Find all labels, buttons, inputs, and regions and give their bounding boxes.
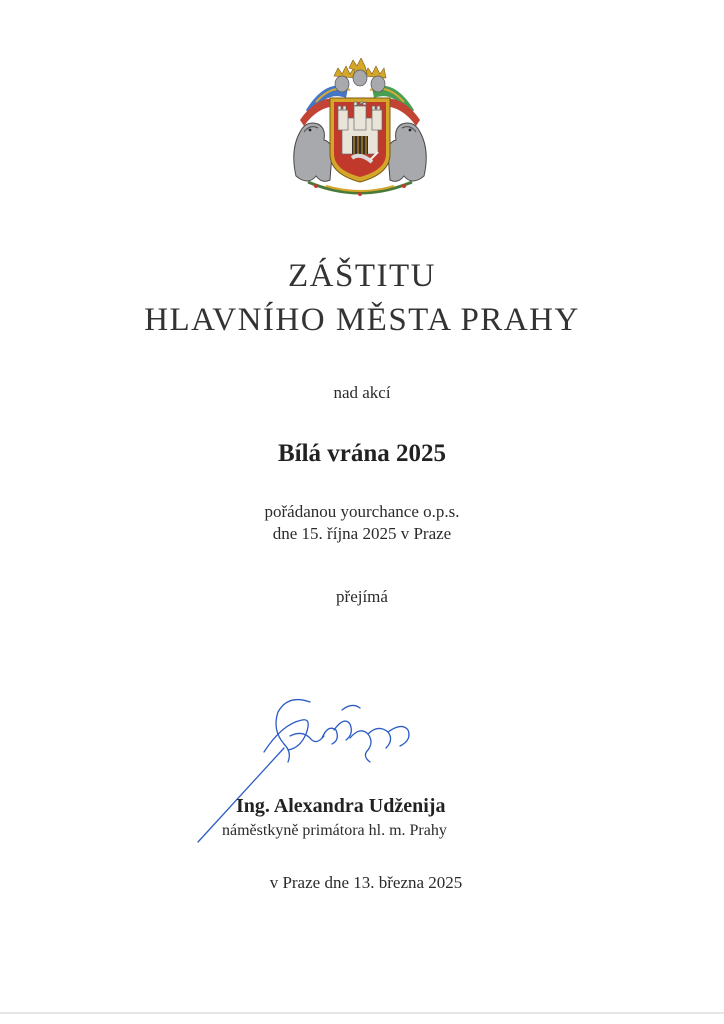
signatory-name: Ing. Alexandra Udženija (236, 795, 446, 817)
page-bottom-edge (0, 1012, 724, 1014)
accepts-label: přejímá (336, 587, 388, 606)
organizer-line: pořádanou yourchance o.p.s. (264, 502, 460, 521)
prague-coat-of-arms-icon (286, 58, 434, 200)
document-title-line-2: HLAVNÍHO MĚSTA PRAHY (144, 302, 580, 338)
issued-place-date: v Praze dne 13. března 2025 (269, 873, 463, 892)
document-title-line-1: ZÁŠTITU (288, 258, 436, 294)
event-date-line: dne 15. října 2025 v Praze (272, 524, 452, 543)
event-name: Bílá vrána 2025 (277, 440, 447, 467)
over-event-label: nad akcí (333, 383, 391, 402)
signatory-role: náměstkyně primátora hl. m. Prahy (222, 822, 447, 839)
